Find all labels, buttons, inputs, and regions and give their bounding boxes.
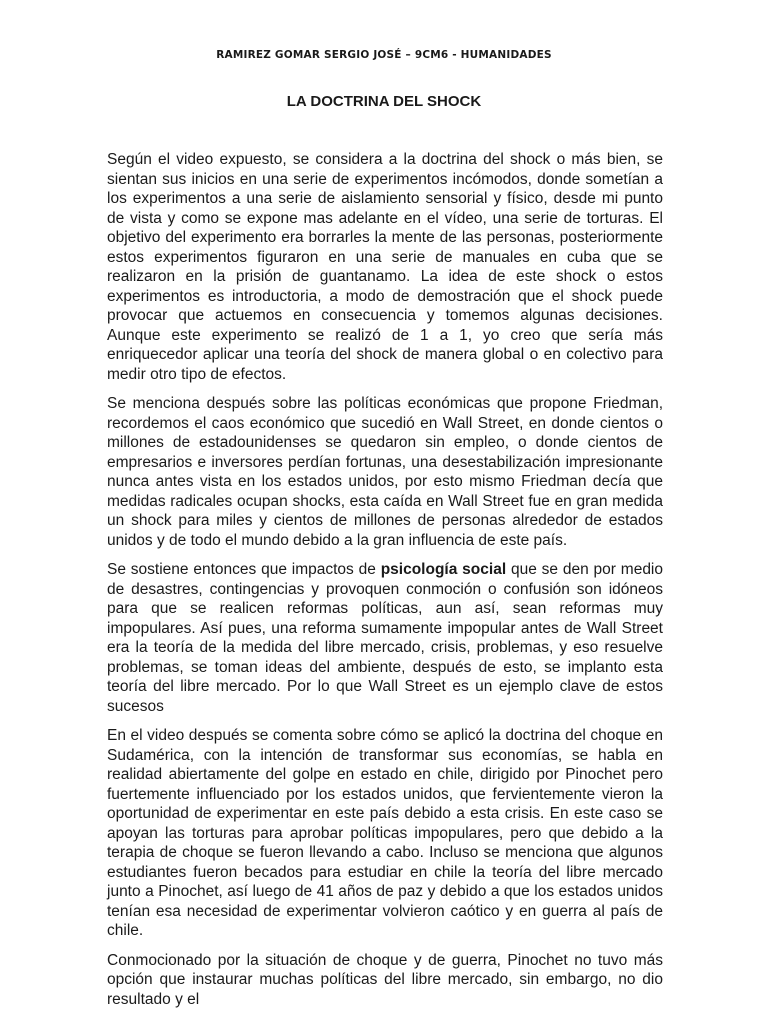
document-title: LA DOCTRINA DEL SHOCK	[286, 93, 482, 110]
author-header: RAMIREZ GOMAR SERGIO JOSÉ – 9CM6 - HUMANIDADES	[216, 49, 552, 61]
paragraph-3-bold-term: psicología social	[380, 561, 507, 578]
paragraph-4: En el video después se comenta sobre cómo se aplicó la doctrina del choque en Sudamérica, con la intención de transformar sus economías, se habla en realidad abiertamente del golpe en estado en chile, dirigido por Pinochet pero fuertemente influenciado por los estados unidos, que fervientemente vieron la oportunidad de experimentar en este país debido a esta crisis. En este caso se apoyan las torturas para aprobar políticas impopulares, pero que debido a la terapia de choque se fueron llevando a cabo. Incluso se menciona que algunos estudiantes fueron becados para estudiar en chile la teoría del libre mercado junto a Pinochet, así luego de 41 años de paz y debido a que los estados unidos tenían esa necesidad de experimentar volvieron caótico y en guerra al país de chile.	[107, 727, 663, 939]
paragraph-5: Conmocionado por la situación de choque y de guerra, Pinochet no tuvo más opción que instaurar muchas políticas del libre mercado, sin embargo, no dio resultado y el	[107, 951, 663, 1008]
paragraph-3-start: Se sostiene entonces que impactos de	[107, 561, 381, 578]
paragraph-2: Se menciona después sobre las políticas económicas que propone Friedman, recordemos el caos económico que sucedió en Wall Street, en donde cientos o millones de estadounidenses se quedaron sin empleo, o donde cientos de empresarios e inversores perdían fortunas, una desestabilización impresionante nunca antes vista en los estados unidos, por esto mismo Friedman decía que medidas radicales ocupan shocks, esta caída en Wall Street fue en gran medida un shock para miles y cientos de millones de personas alrededor de estados unidos y de todo el mundo debido a la gran influencia de este país.	[107, 395, 663, 549]
paragraph-1: Según el video expuesto, se considera a la doctrina del shock o más bien, se sientan sus inicios en una serie de experimentos incómodos, donde sometían a los experimentos a una serie de aislamiento sensorial y físico, desde mi punto de vista y como se expone mas adelante en el vídeo, una serie de torturas. El objetivo del experimento era borrarles la mente de las personas, posteriormente estos experimentos figuraron en una serie de manuales en cuba que se realizaron en la prisión de guantanamo. La idea de este shock o estos experimentos es introductoria, a modo de demostración que el shock puede provocar que actuemos en consecuencia y tomemos algunas decisiones. Aunque este experimento se realizó de 1 a 1, yo creo que sería más enriquecedor aplicar una teoría del shock de manera global o en colectivo para medir otro tipo de efectos.	[107, 151, 663, 383]
paragraph-3	[107, 560, 663, 716]
document-body	[107, 150, 663, 1019]
paragraph-3-end: que se den por medio de desastres, contingencias y provoquen conmoción o confusión son idóneos para que se realicen reformas políticas, aun así, sean reformas muy impopulares. Así pues, una reforma sumamente impopular antes de Wall Street era la teoría de la medida del libre mercado, crisis, problemas, y eso resuelve problemas, se toman ideas del ambiente, después de esto, se implanto esta teoría del libre mercado. Por lo que Wall Street es un ejemplo clave de estos sucesos	[107, 561, 664, 715]
